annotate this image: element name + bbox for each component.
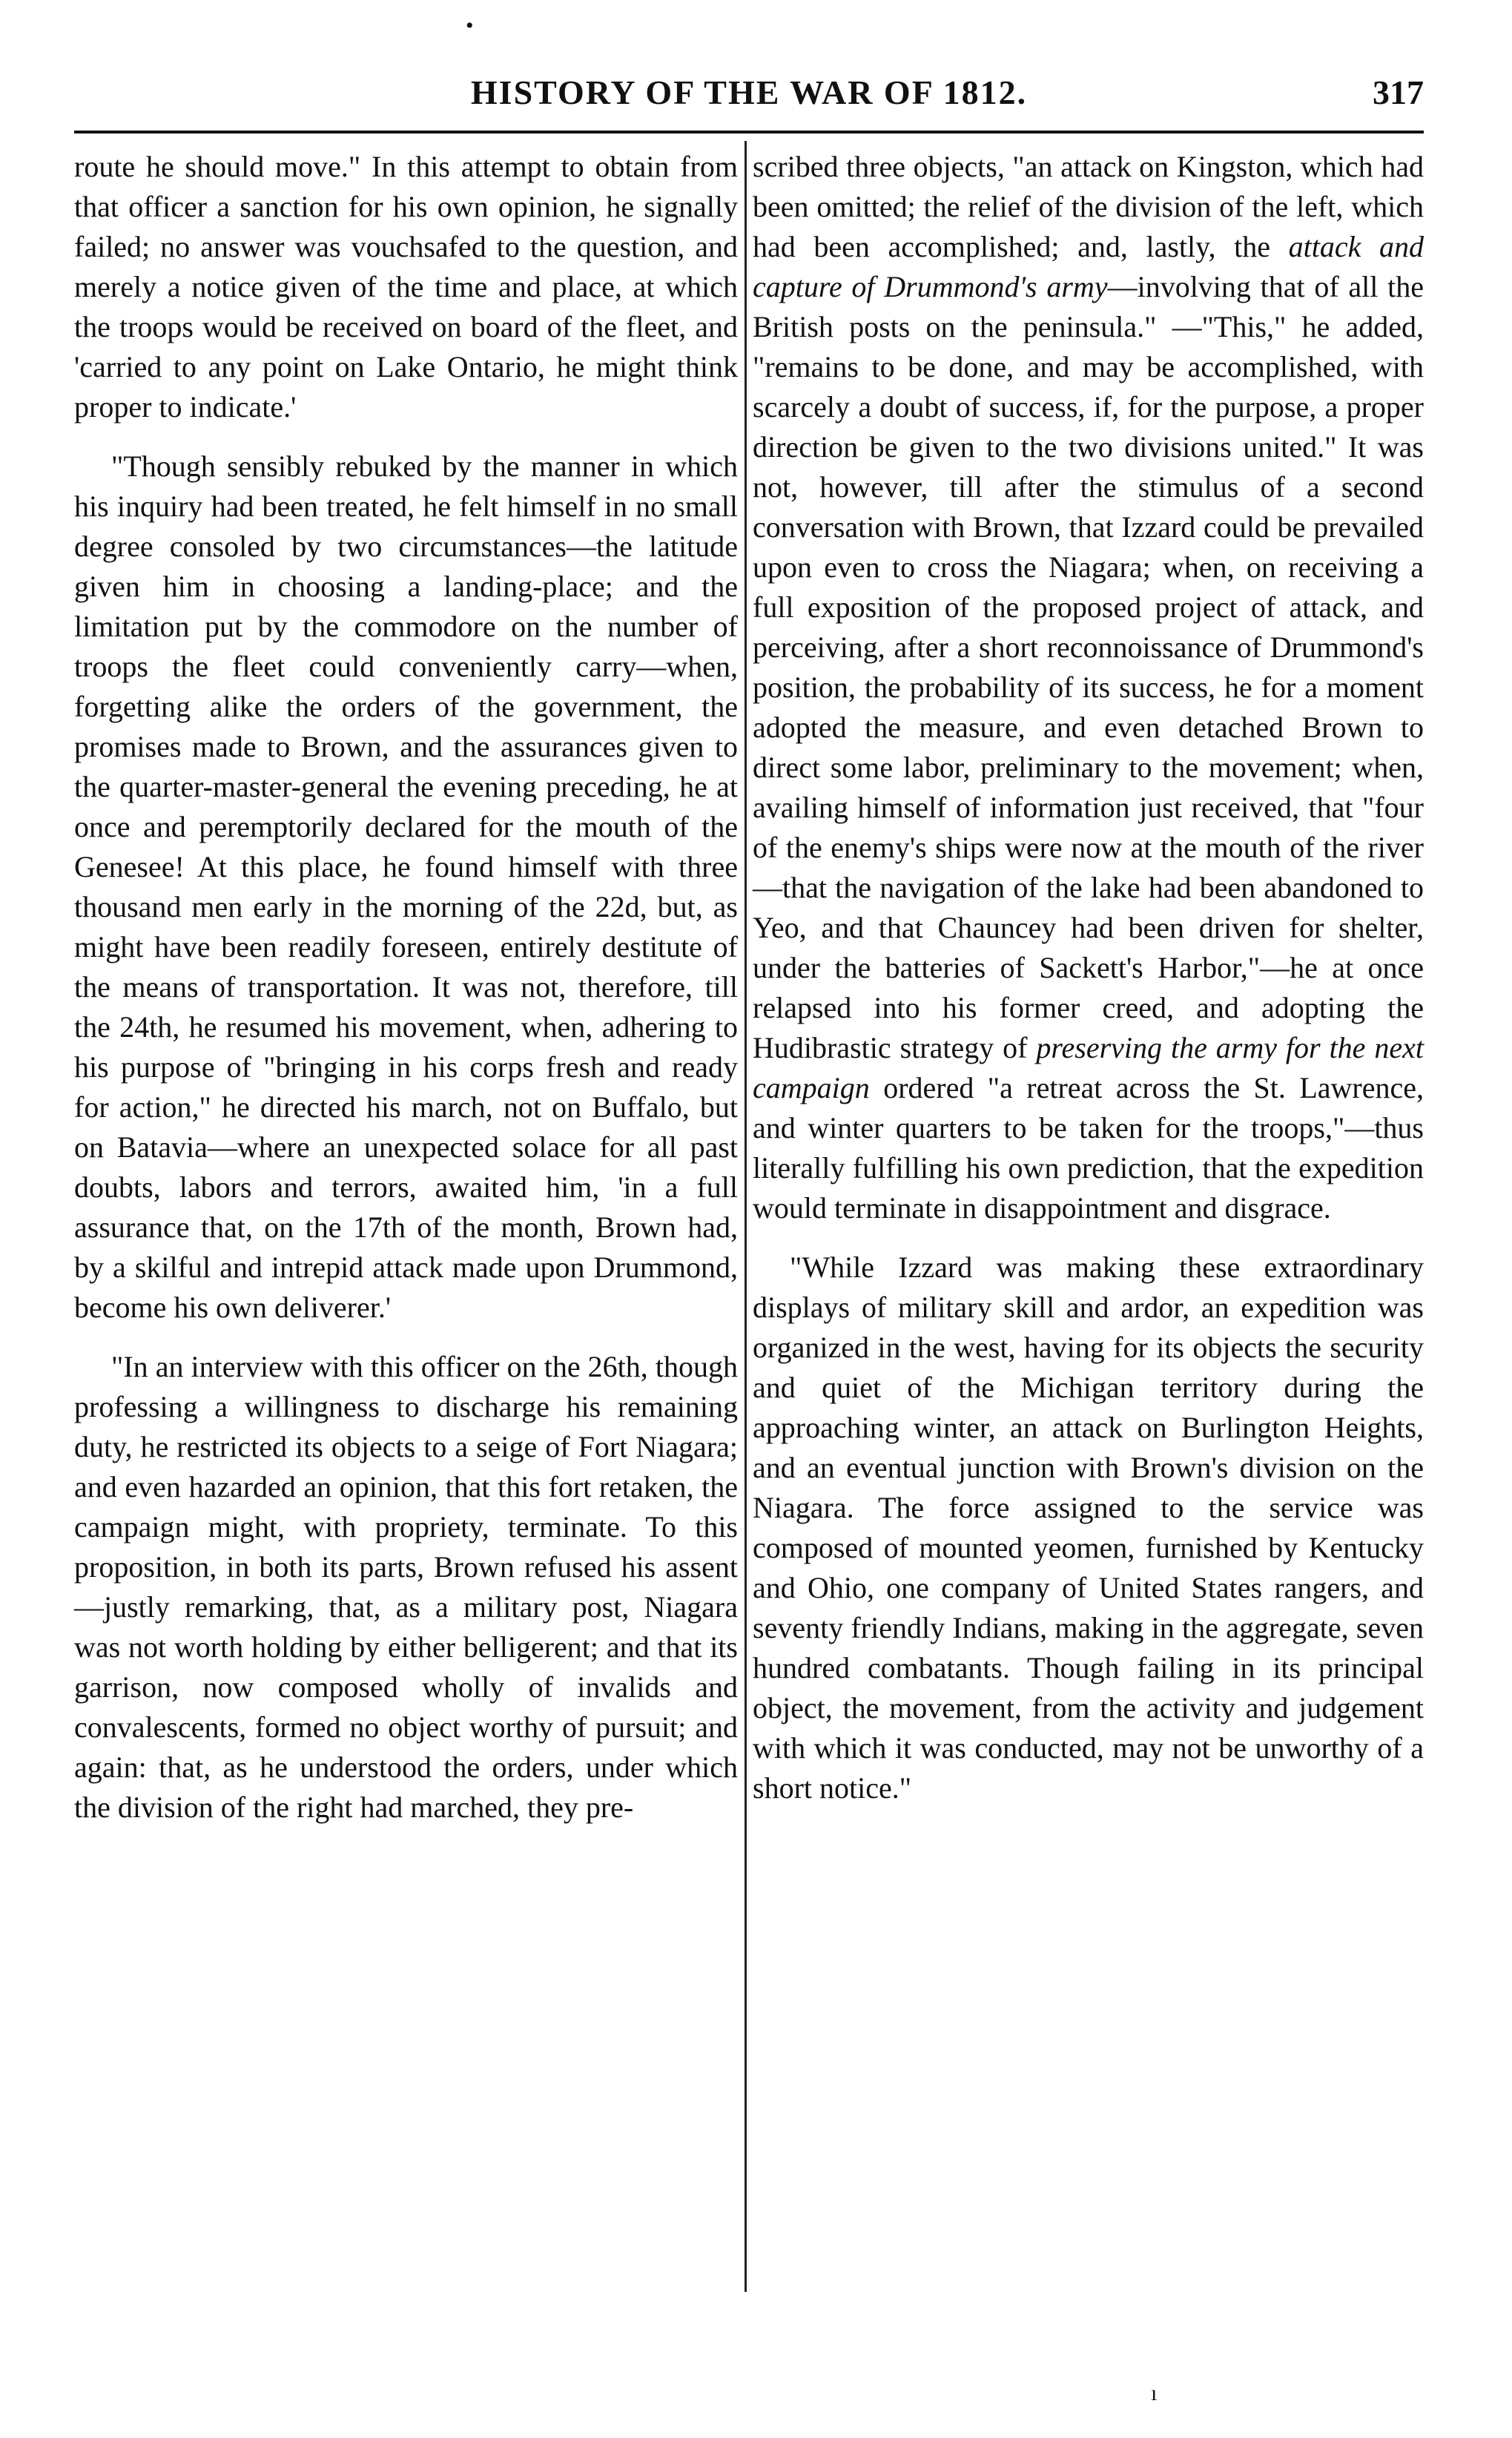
paragraph: "Though sensibly rebuked by the manner in which his inquiry had been treated, he felt himself in no small degree consoled by two circumstances—the latitude given him in choosing a landing-place; and the limitation put by the commodore on the number of troops the fleet could conveniently carry—when, forgetting alike the orders of the government, the promises made to Brown, and the assurances given to the quarter-master-general the evening preceding, he at once and peremptorily declared for the mouth of the Genesee! At this place, he found himself with three thousand men early in the morning of the 22d, but, as might have been readily foreseen, entirely destitute of the means of transportation. It was not, therefore, till the 24th, he resumed his movement, when, adhering to his purpose of "bringing in his corps fresh and ready for action," he directed his march, not on Buffalo, but on Batavia—where an unexpected solace for all past doubts, labors and terrors, awaited him, 'in a full assurance that, on the 17th of the month, Brown had, by a skilful and intrepid attack made upon Drummond, become his own deliverer.': [74, 449, 738, 1324]
paragraph: "While Izzard was making these extraordinary displays of military skill and ardor, an expedition was organized in the west, having for its objects the security and quiet of the Michigan territory during the approaching winter, an attack on Burlington Heights, and an eventual junction with Brown's division on the Niagara. The force assigned to the service was composed of mounted yeomen, furnished by Kentucky and Ohio, one company of United States rangers, and seventy friendly Indians, making in the aggregate, seven hundred combatants. Though failing in its principal object, the movement, from the activity and judgement with which it was conducted, may not be unworthy of a short notice.": [753, 1251, 1424, 1805]
header-rule: [74, 131, 1424, 134]
right-column: [753, 147, 1424, 1828]
paragraph: route he should move." In this attempt to obtain from that officer a sanction for his own opinion, he signally failed; no answer was vouchsafed to the question, and merely a notice given of the time and place, at which the troops would be received on board of the fleet, and 'carried to any point on Lake Ontario, he might think proper to indicate.': [74, 150, 738, 424]
paragraph: "In an interview with this officer on the 26th, though professing a willingness to discharge his remaining duty, he restricted its objects to a seige of Fort Niagara; and even hazarded an opinion, that this fort retaken, the campaign might, with propriety, terminate. To this proposition, in both its parts, Brown refused his assent—justly remarking, that, as a military post, Niagara was not worth holding by either belligerent; and that its garrison, now composed wholly of invalids and convalescents, formed no object worthy of pursuit; and again: that, as he understood the orders, under which the division of the right had marched, they pre-: [74, 1350, 738, 1824]
left-column: [74, 147, 738, 1847]
text-run: ordered "a retreat across the St. Lawrence, and winter quarters to be taken for the troops,"—thus literally fulfilling his own prediction, that the expedition would terminate in disappointment and disgrace.: [753, 1071, 1424, 1225]
italic-run: preserving the army for the next campaign: [753, 1031, 1424, 1104]
running-header: [74, 73, 1424, 117]
running-title: HISTORY OF THE WAR OF 1812.: [470, 73, 1028, 111]
text-run: —involving that of all the British posts on the peninsula." —"This," he added, "remains to be done, and may be accomplished, with scarcely a doubt of success, if, for the purpose, a proper direction be given to the two divisions united." It was not, however, till after the stimulus of a second conversation with Brown, that Izzard could be prevailed upon even to cross the Niagara; when, on receiving a full exposition of the proposed project of attack, and perceiving, after a short reconnoissance of Drummond's position, the probability of its success, he for a moment adopted the measure, and even detached Brown to direct some labor, preliminary to the movement; when, availing himself of information just received, that "four of the enemy's ships were now at the mouth of the river—that the navigation of the lake had been abandoned to Yeo, and that Chauncey had been driven for shelter, under the batteries of Sackett's Harbor,"—he at once relapsed into his former creed, and adopting the Hudibrastic strategy of: [753, 270, 1424, 1064]
italic-run: attack and capture of Drummond's army: [753, 230, 1424, 303]
paragraph: [753, 147, 1424, 1228]
page-number: 317: [1373, 73, 1424, 111]
bottom-mark: ı: [1151, 2381, 1158, 2405]
text-run: scribed three objects, "an attack on Kingston, which had been omitted; the relief of the division of the left, which had been accomplished; and, lastly, the: [753, 150, 1424, 263]
top-mark: •: [466, 13, 474, 38]
column-divider: [745, 141, 747, 2292]
